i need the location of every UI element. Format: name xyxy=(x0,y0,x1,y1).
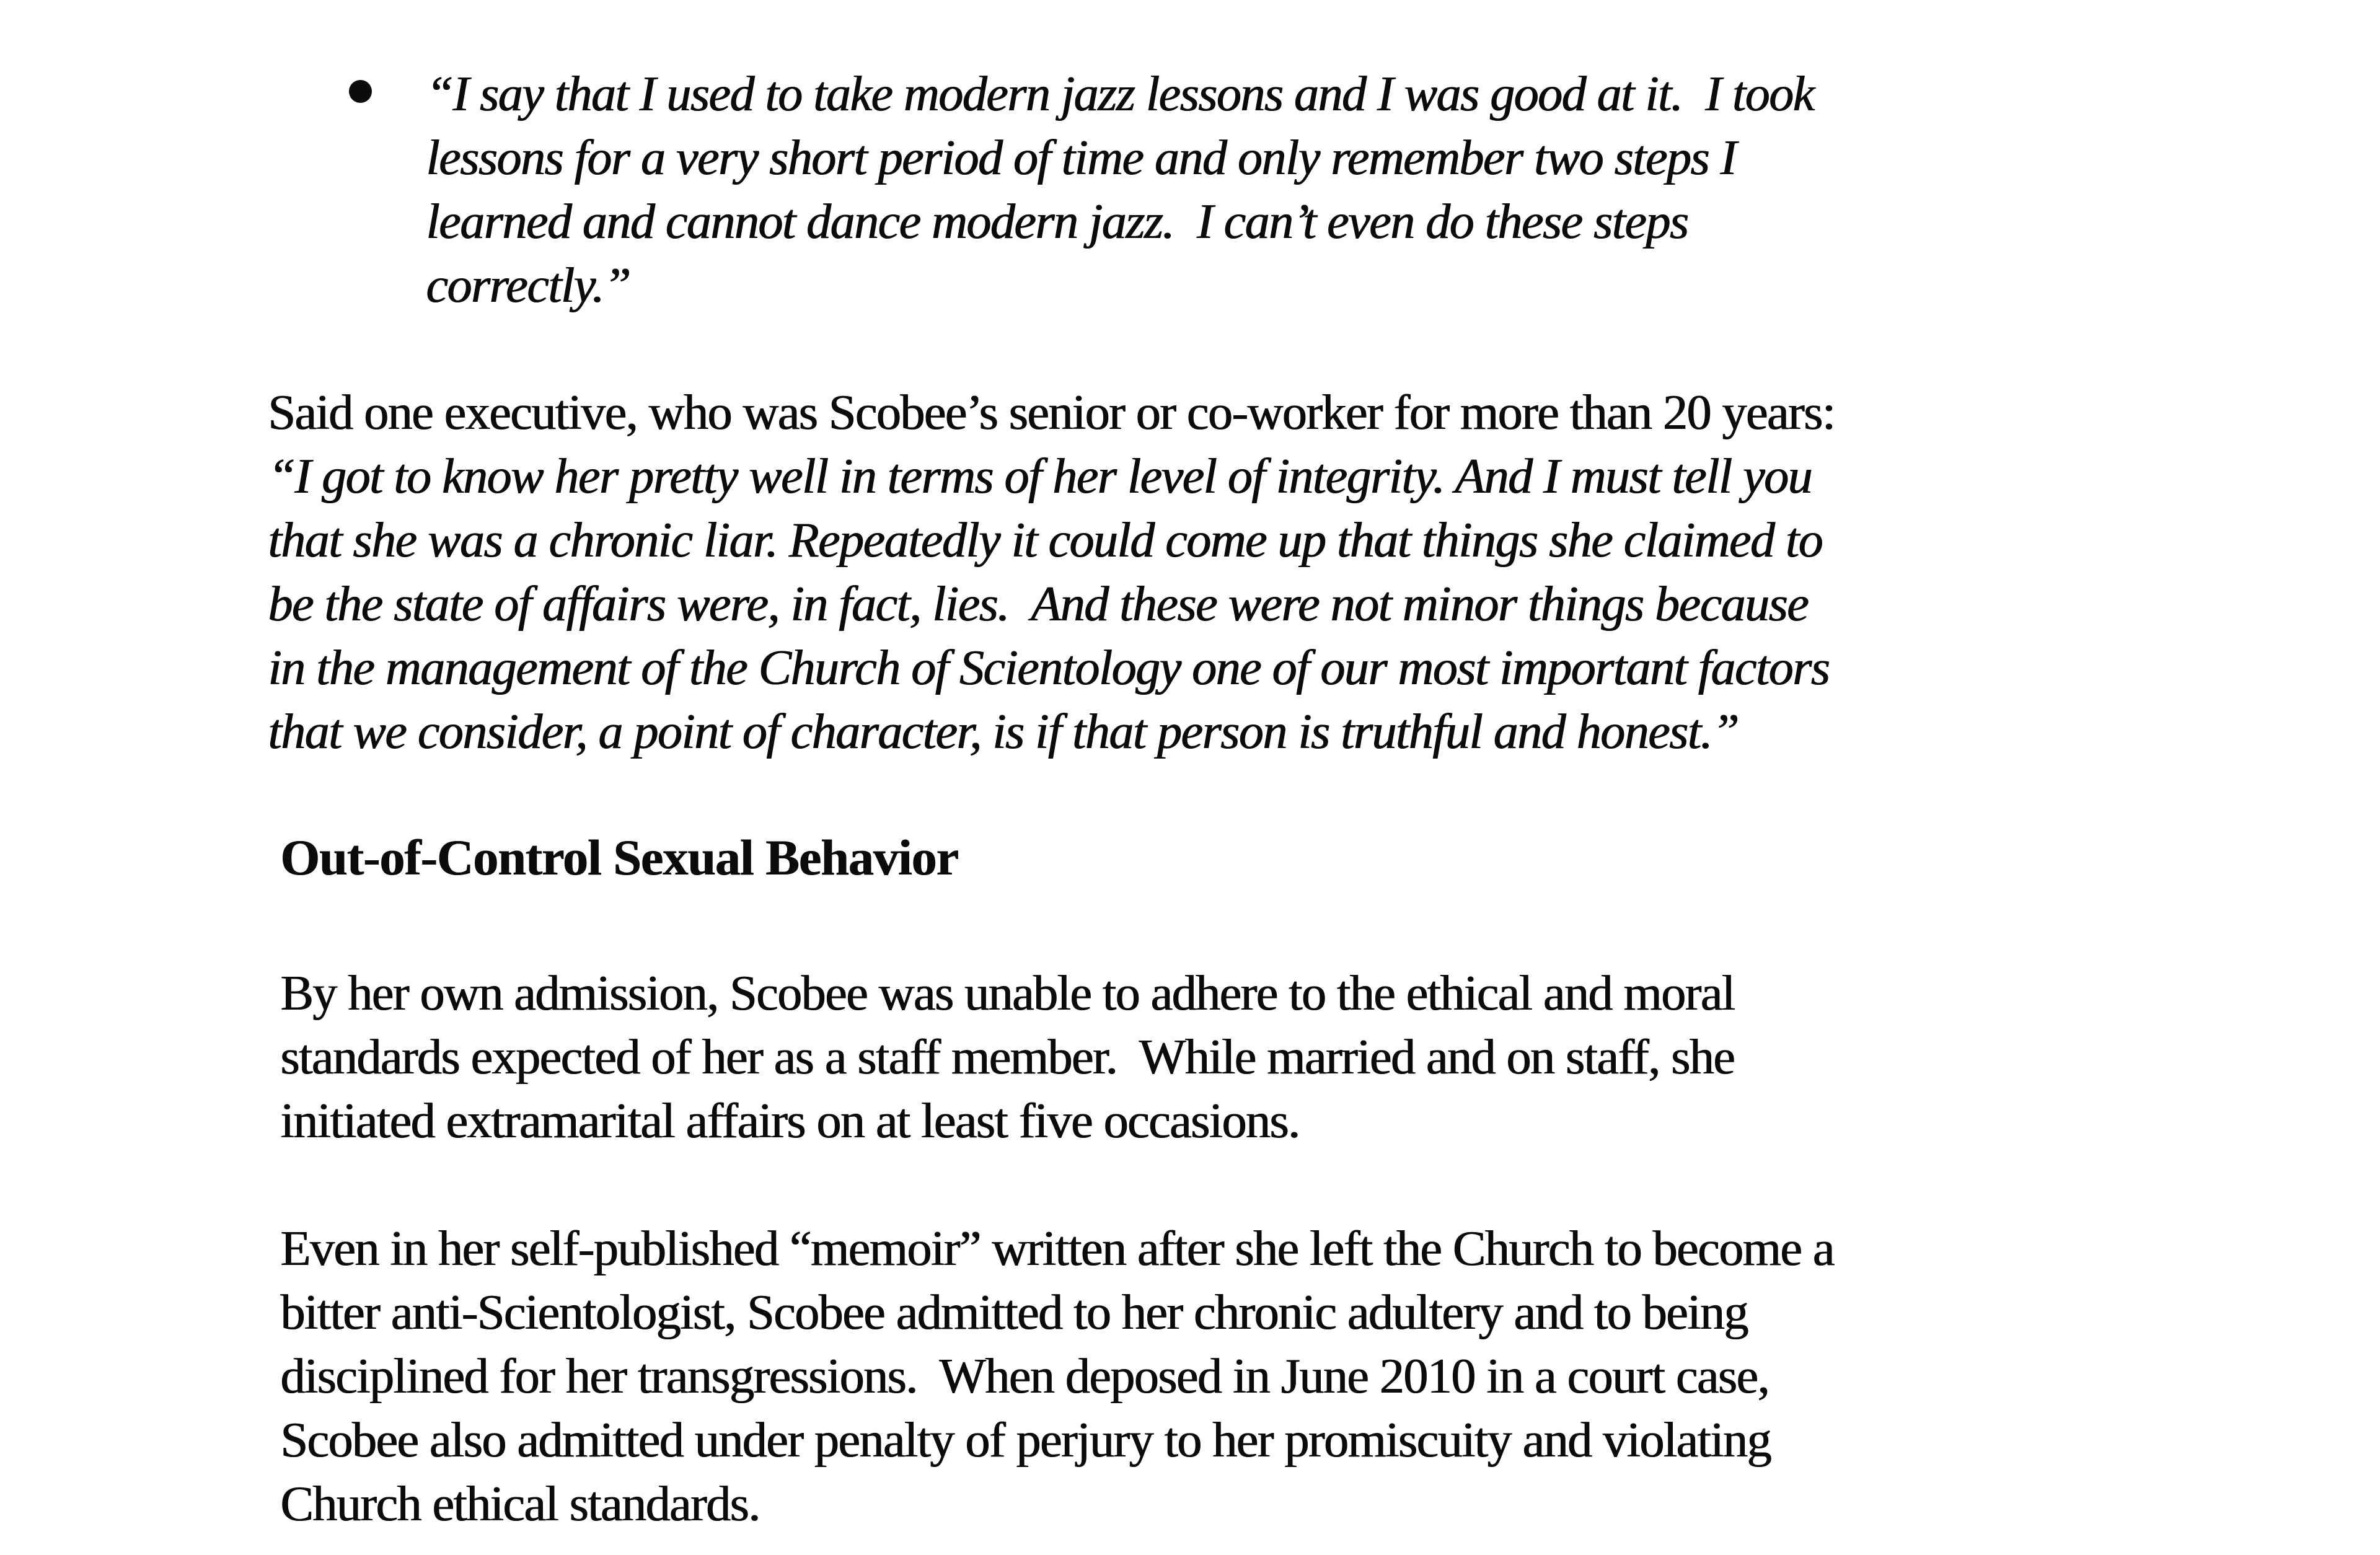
paragraph-line: initiated extramarital affairs on at least five occasions. xyxy=(280,1094,1300,1148)
quote-line: correctly.” xyxy=(426,258,630,313)
paragraph-line: Even in her self-published “memoir” written after she left the Church to become a xyxy=(280,1222,1834,1276)
memoir-paragraph xyxy=(280,1217,1833,1536)
section-heading: Out-of-Control Sexual Behavior xyxy=(280,829,958,886)
paragraph-line: Scobee also admitted under penalty of perjury to her promiscuity and violating xyxy=(280,1413,1771,1468)
quote-line: “I got to know her pretty well in terms of her level of integrity. And I must tell you xyxy=(268,449,1812,504)
quote-line: in the management of the Church of Scientology one of our most important factors xyxy=(268,641,1829,695)
executive-quote-paragraph xyxy=(268,381,1835,764)
quote-line: be the state of affairs were, in fact, lies. And these were not minor things because xyxy=(268,577,1808,632)
quote-line: lessons for a very short period of time and only remember two steps I xyxy=(426,131,1736,185)
bullet-quote-block xyxy=(426,63,1814,318)
quote-line: that we consider, a point of character, is if that person is truthful and honest.” xyxy=(268,705,1739,759)
paragraph-line: standards expected of her as a staff member. While married and on staff, she xyxy=(280,1030,1734,1085)
paragraph-line: bitter anti-Scientologist, Scobee admitted to her chronic adultery and to being xyxy=(280,1285,1748,1340)
paragraph-line: disciplined for her transgressions. When deposed in June 2010 in a court case, xyxy=(280,1349,1769,1404)
paragraph-line: Church ethical standards. xyxy=(280,1477,760,1531)
bullet-icon xyxy=(349,80,372,103)
quote-line: “I say that I used to take modern jazz lessons and I was good at it. I took xyxy=(426,67,1814,121)
paragraph-line: By her own admission, Scobee was unable to adhere to the ethical and moral xyxy=(280,966,1735,1021)
paragraph-line: Said one executive, who was Scobee’s senior or co-worker for more than 20 years: xyxy=(268,385,1835,440)
quote-line: that she was a chronic liar. Repeatedly it could come up that things she claimed to xyxy=(268,513,1822,568)
admission-paragraph xyxy=(280,962,1734,1153)
quote-line: learned and cannot dance modern jazz. I can’t even do these steps xyxy=(426,195,1688,249)
